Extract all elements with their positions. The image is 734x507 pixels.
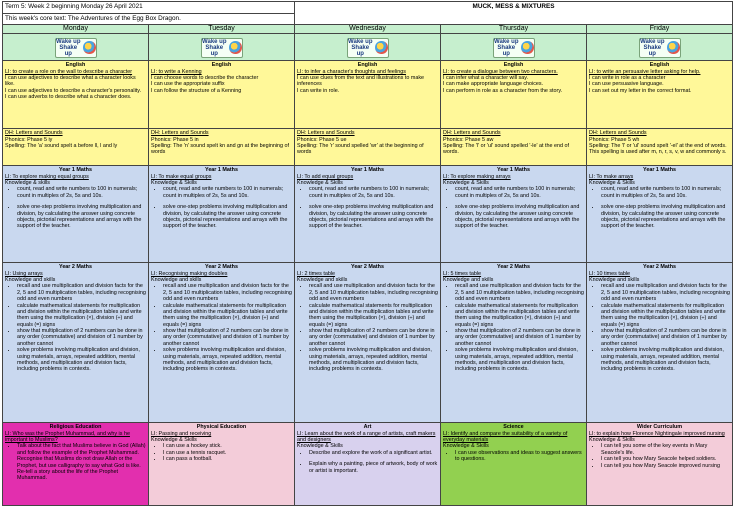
success-criterion: I can use clues from the text and illustrations to make inferences	[297, 75, 425, 88]
skill-item: • Talk about the fact that Muslims believe in God (Allah) and follow the example of the Prophet Muhammad. Recognise that Muslims do not draw Allah or the Prophet, but use calligraphy to say what God is like. Re-tell a story about the life of the Prophet Muhammad.	[17, 443, 146, 481]
skills-list	[455, 186, 584, 229]
skills-list	[163, 283, 292, 372]
skill-item: • recall and use multiplication and division facts for the 2, 5 and 10 multiplication tables, including recognising odd and even numbers	[17, 283, 146, 302]
logo-line2: Shake up	[205, 44, 224, 57]
skill-item: • solve one-step problems involving multiplication and division, by calculating the answer using concrete objects, pictorial representations and arrays with the support of the teacher.	[163, 204, 292, 230]
knowledge-skills-label: Knowledge & Skills	[443, 443, 489, 450]
y2-maths-cell	[3, 263, 149, 423]
success-criterion: I can set out my letter in the correct format.	[589, 87, 692, 94]
success-criterion: I can use the appropriate suffix	[151, 81, 225, 88]
skill-item: • show that multiplication of 2 numbers can be done in any order (commutative) and division of 1 number by another cannot	[163, 328, 292, 347]
logo-cell	[3, 34, 149, 61]
learning-intention: LI: Passing and receiving	[151, 430, 212, 437]
skills-list	[455, 283, 584, 372]
day-friday: Friday	[587, 25, 733, 34]
skill-item: • I can use observations and ideas to suggest answers to questions.	[455, 450, 584, 463]
spelling-focus: Spelling: The 'r' sound spelled 'wr' at the beginning of words	[297, 143, 424, 156]
learning-intention: LI: To make equal groups	[151, 173, 212, 180]
section-heading: English	[211, 62, 232, 69]
success-criterion: I can use persuasive language.	[589, 81, 664, 88]
english-cell	[441, 61, 587, 129]
phonics-cell	[587, 129, 733, 166]
skills-list	[17, 186, 146, 229]
section-heading: Year 1 Maths	[59, 167, 92, 174]
skills-list	[163, 443, 292, 462]
section-heading: Year 2 Maths	[643, 264, 676, 271]
y1-maths-cell	[295, 166, 441, 263]
phonics-title: DH: Letters and Sounds	[151, 130, 209, 137]
wake-up-shake-up-logo	[639, 37, 681, 59]
skill-item: • Explain why a painting, piece of artwork, body of work or artist is important.	[309, 461, 438, 474]
skill-item: • I can pass a football.	[163, 456, 292, 462]
wake-up-shake-up-logo	[55, 37, 97, 59]
learning-intention: LI: To explore making equal groups	[5, 173, 89, 180]
logo-cell	[149, 34, 295, 61]
skills-list	[309, 283, 438, 372]
skills-list	[309, 186, 438, 229]
logo-badge	[639, 38, 681, 58]
skill-item: • show that multiplication of 2 numbers can be done in any order (commutative) and division of 1 number by another cannot	[455, 328, 584, 347]
wake-up-shake-up-logo	[347, 37, 389, 59]
logo-cell	[441, 34, 587, 61]
ball-icon	[83, 41, 95, 54]
phonics-cell	[3, 129, 149, 166]
phonics-title: DH: Letters and Sounds	[297, 130, 355, 137]
spelling-focus: Spelling: The 'n' sound spelt kn and gn at the beginning of words	[151, 143, 290, 156]
learning-intention: LI: To add equal groups	[297, 173, 354, 180]
logo-badge	[55, 38, 97, 58]
section-heading: Year 1 Maths	[643, 167, 676, 174]
skill-item: • I can tell you how Mary Seacole helped soldiers.	[601, 456, 730, 462]
logo-line2: Shake up	[59, 44, 78, 57]
phonics-phase: Phonics: Phase 5 iy	[5, 136, 53, 143]
english-cell	[149, 61, 295, 129]
logo-line2: Shake up	[497, 44, 516, 57]
skills-list	[601, 186, 730, 229]
skill-item: • I can tell you how Mary Seacole improved nursing	[601, 463, 730, 469]
section-heading: English	[357, 62, 378, 69]
learning-intention: LI: to create a dialogue between two characters.	[443, 68, 558, 75]
ball-icon	[229, 41, 241, 54]
learning-intention: LI: Identify and compare the suitability of a variety of everyday materials	[443, 430, 568, 443]
phonics-cell	[441, 129, 587, 166]
subject-heading: Science	[503, 424, 524, 431]
phonics-title: DH: Letters and Sounds	[5, 130, 63, 137]
skill-item: • show that multiplication of 2 numbers can be done in any order (commutative) and division of 1 number by another cannot	[17, 328, 146, 347]
skill-item: • count, read and write numbers to 100 in numerals; count in multiples of 2s, 5s and 10s.	[601, 186, 730, 199]
afternoon-cell	[149, 423, 295, 506]
ball-icon	[667, 41, 679, 54]
section-heading: Year 2 Maths	[351, 264, 384, 271]
learning-intention: LI: 10 times table	[589, 270, 631, 277]
skill-item: • calculate mathematical statements for multiplication and division within the multiplication tables and write them using the multiplication (×), division (÷) and equals (=) signs	[163, 303, 292, 329]
skill-item: • solve one-step problems involving multiplication and division, by calculating the answer using concrete objects, pictorial representations and arrays with the support of the teacher.	[17, 204, 146, 230]
logo-text	[348, 39, 374, 57]
learning-intention: LI: To make arrays	[589, 173, 634, 180]
success-criterion: I can choose words to describe the character	[151, 75, 259, 81]
learning-intention: LI: 2 times table	[297, 270, 336, 277]
logo-line2: Shake up	[643, 44, 662, 57]
knowledge-skills-label: Knowledge and skills	[297, 277, 348, 283]
english-cell	[295, 61, 441, 129]
afternoon-cell	[3, 423, 149, 506]
knowledge-skills-label: Knowledge & skills	[5, 180, 50, 186]
logo-line1: Wake up	[202, 38, 227, 45]
logo-badge	[493, 38, 535, 58]
timetable	[2, 1, 733, 506]
spelling-focus: Spelling: The 'l' or 'ul' sound spelt '-el' at the end of words. This spelling is used after m, n, r, s, v, w and commonly s.	[589, 143, 727, 156]
section-heading: Year 1 Maths	[497, 167, 530, 174]
section-heading: Year 1 Maths	[205, 167, 238, 174]
logo-line1: Wake up	[640, 38, 665, 45]
skill-item: • count, read and write numbers to 100 in numerals; count in multiples of 2s, 5s and 10s.	[17, 186, 146, 199]
logo-line1: Wake up	[56, 38, 81, 45]
y1-maths-cell	[3, 166, 149, 263]
skill-item: • count, read and write numbers to 100 in numerals; count in multiples of 2s, 5s and 10s.	[163, 186, 292, 199]
section-heading: English	[65, 62, 86, 69]
knowledge-skills-label: Knowledge and skills	[5, 277, 56, 283]
success-criterion: I can follow the structure of a Kenning	[151, 87, 242, 94]
learning-intention: LI: to explain how Florence Nightingale improved nursing	[589, 430, 725, 437]
success-criterion: I can write in role as a character	[589, 75, 666, 81]
skills-list	[309, 450, 438, 474]
english-cell	[3, 61, 149, 129]
subject-heading: Physical Education	[196, 424, 247, 431]
phonics-title: DH: Letters and Sounds	[589, 130, 647, 137]
skill-item: • solve one-step problems involving multiplication and division, by calculating the answer using concrete objects, pictorial representations and arrays with the support of the teacher.	[309, 204, 438, 230]
section-heading: Year 2 Maths	[497, 264, 530, 271]
skill-item: • solve one-step problems involving multiplication and division, by calculating the answer using concrete objects, pictorial representations and arrays with the support of the teacher.	[601, 204, 730, 230]
skill-item: • calculate mathematical statements for multiplication and division within the multiplication tables and write them using the multiplication (×), division (÷) and equals (=) signs	[309, 303, 438, 329]
page-title: MUCK, MESS & MIXTURES	[295, 2, 733, 25]
wake-up-shake-up-logo	[493, 37, 535, 59]
skills-list	[17, 283, 146, 372]
afternoon-cell	[441, 423, 587, 506]
core-text: This week's core text: The Adventures of the Egg Box Dragon.	[3, 14, 295, 25]
logo-text	[640, 39, 666, 57]
skills-list	[601, 443, 730, 469]
y1-maths-cell	[149, 166, 295, 263]
y2-maths-cell	[295, 263, 441, 423]
knowledge-skills-label: Knowledge & Skills	[589, 437, 635, 443]
knowledge-skills-label: Knowledge & Skills	[443, 180, 489, 186]
logo-line1: Wake up	[494, 38, 519, 45]
learning-intention: LI: Recognising making doubles	[151, 270, 228, 277]
skill-item: • I can use a tennis racquet.	[163, 450, 292, 456]
knowledge-skills-label: Knowledge & Skills	[151, 437, 197, 443]
learning-intention: LI: 5 times table	[443, 270, 482, 277]
y2-maths-cell	[441, 263, 587, 423]
knowledge-skills-label: Knowledge & Skills	[589, 180, 635, 186]
spelling-focus: Spelling: The 'a' sound spelt a before ll, l and ly	[5, 143, 118, 149]
skill-item: • solve problems involving multiplication and division, using materials, arrays, repeated addition, mental methods, and multiplication and division facts, including problems in contexts.	[163, 347, 292, 373]
success-criterion: I can use adverbs to describe what a character does.	[5, 94, 132, 101]
phonics-title: DH: Letters and Sounds	[443, 130, 501, 137]
skill-item: • recall and use multiplication and division facts for the 2, 5 and 10 multiplication tables, including recognising odd and even numbers	[163, 283, 292, 302]
logo-cell	[587, 34, 733, 61]
y1-maths-cell	[441, 166, 587, 263]
subject-heading: Religious Education	[49, 424, 102, 431]
logo-badge	[347, 38, 389, 58]
knowledge-skills-label: Knowledge and skills	[443, 277, 494, 283]
skill-item: • solve problems involving multiplication and division, using materials, arrays, repeated addition, mental methods, and multiplication and division facts, including problems in contexts.	[17, 347, 146, 373]
ball-icon	[521, 41, 533, 54]
afternoon-cell	[295, 423, 441, 506]
success-criterion: I can infer what a character will say.	[443, 75, 528, 81]
learning-intention: LI: to write a Kenning	[151, 68, 202, 75]
skill-item: • Describe and explore the work of a significant artist.	[309, 450, 438, 456]
y2-maths-cell	[149, 263, 295, 423]
learning-intention: LI: Using arrays	[5, 270, 43, 277]
logo-text	[56, 39, 82, 57]
learning-intention: LI: Who was the Prophet Muhammad, and why is he important to Muslims?	[5, 430, 130, 443]
success-criterion: I can perform in role as a character from the story.	[443, 87, 563, 94]
day-tuesday: Tuesday	[149, 25, 295, 34]
skill-item: • calculate mathematical statements for multiplication and division within the multiplication tables and write them using the multiplication (×), division (÷) and equals (=) signs	[17, 303, 146, 329]
logo-text	[494, 39, 520, 57]
skill-item: • solve one-step problems involving multiplication and division, by calculating the answer using concrete objects, pictorial representations and arrays with the support of the teacher.	[455, 204, 584, 230]
learning-intention: LI: to write an persuasive letter asking for help.	[589, 68, 701, 75]
skill-item: • recall and use multiplication and division facts for the 2, 5 and 10 multiplication tables, including recognising odd and even numbers	[455, 283, 584, 302]
section-heading: English	[649, 62, 670, 69]
y1-maths-cell	[587, 166, 733, 263]
section-heading: Year 2 Maths	[205, 264, 238, 271]
logo-text	[202, 39, 228, 57]
skill-item: • solve problems involving multiplication and division, using materials, arrays, repeated addition, mental methods, and multiplication and division facts, including problems in contexts.	[455, 347, 584, 373]
learning-intention: LI: to infer a character's thoughts and feelings	[297, 68, 406, 75]
knowledge-skills-label: Knowledge and skills	[151, 277, 202, 283]
skill-item: • recall and use multiplication and division facts for the 2, 5 and 10 multiplication tables, including recognising odd and even numbers	[601, 283, 730, 302]
y2-maths-cell	[587, 263, 733, 423]
skill-item: • solve problems involving multiplication and division, using materials, arrays, repeated addition, mental methods, and multiplication and division facts, including problems in contexts.	[601, 347, 730, 373]
skills-list	[601, 283, 730, 372]
wake-up-shake-up-logo	[201, 37, 243, 59]
section-heading: Year 2 Maths	[59, 264, 92, 271]
learning-intention: LI: Learn about the work of a range of artists, craft makers and designers	[297, 430, 436, 443]
phonics-phase: Phonics: Phase 5 in	[151, 136, 199, 143]
logo-cell	[295, 34, 441, 61]
phonics-cell	[149, 129, 295, 166]
term-label: Term 5: Week 2 beginning Monday 26 April 2021	[3, 2, 295, 14]
skills-list	[455, 450, 584, 463]
logo-line2: Shake up	[351, 44, 370, 57]
knowledge-skills-label: Knowledge & Skills	[151, 180, 197, 186]
knowledge-skills-label: Knowledge and skills	[589, 277, 640, 283]
skill-item: • solve problems involving multiplication and division, using materials, arrays, repeated addition, mental methods, and multiplication and division facts, including problems in contexts.	[309, 347, 438, 373]
ball-icon	[375, 41, 387, 54]
skill-item: • show that multiplication of 2 numbers can be done in any order (commutative) and division of 1 number by another cannot	[309, 328, 438, 347]
skills-list	[17, 443, 146, 481]
spelling-focus: Spelling: The 'l' or 'ul' sound spelled '-le' at the end of words.	[443, 143, 569, 156]
day-thursday: Thursday	[441, 25, 587, 34]
skill-item: • I can use a hockey stick.	[163, 443, 292, 449]
success-criterion: I can write in role.	[297, 87, 340, 94]
learning-intention: LI: to create a role on the wall to describe a character	[5, 68, 133, 75]
skill-item: • count, read and write numbers to 100 in numerals; count in multiples of 2s, 5s and 10s.	[455, 186, 584, 199]
day-wednesday: Wednesday	[295, 25, 441, 34]
knowledge-skills-label: Knowledge & Skills	[297, 180, 343, 186]
learning-intention: LI: To explore making arrays	[443, 173, 511, 180]
logo-badge	[201, 38, 243, 58]
skill-item: • count, read and write numbers to 100 in numerals; count in multiples of 2s, 5s and 10s.	[309, 186, 438, 199]
phonics-phase: Phonics: Phase 5 ue	[297, 136, 347, 143]
knowledge-skills-label: Knowledge & Skills	[297, 443, 343, 450]
skills-list	[163, 186, 292, 229]
success-criterion: I can use adjectives to describe a character's personality.	[5, 87, 142, 94]
section-heading: English	[503, 62, 524, 69]
success-criterion: I can make appropriate language choices.	[443, 81, 544, 88]
day-monday: Monday	[3, 25, 149, 34]
skill-item: • I can tell you some of the key events in Mary Seacole's life.	[601, 443, 730, 456]
phonics-phase: Phonics: Phase 5 wh	[589, 136, 640, 143]
logo-line1: Wake up	[348, 38, 373, 45]
success-criterion: I can use adjectives to describe what a character looks like.	[5, 75, 136, 88]
skill-item: • calculate mathematical statements for multiplication and division within the multiplication tables and write them using the multiplication (×), division (÷) and equals (=) signs	[455, 303, 584, 329]
english-cell	[587, 61, 733, 129]
afternoon-cell	[587, 423, 733, 506]
subject-heading: Art	[363, 424, 372, 431]
skill-item: • calculate mathematical statements for multiplication and division within the multiplication tables and write them using the multiplication (×), division (÷) and equals (=) signs	[601, 303, 730, 329]
skill-item: • recall and use multiplication and division facts for the 2, 5 and 10 multiplication tables, including recognising odd and even numbers	[309, 283, 438, 302]
phonics-cell	[295, 129, 441, 166]
section-heading: Year 1 Maths	[351, 167, 384, 174]
skill-item: • show that multiplication of 2 numbers can be done in any order (commutative) and division of 1 number by another cannot	[601, 328, 730, 347]
phonics-phase: Phonics: Phase 5 aw	[443, 136, 494, 143]
subject-heading: Wider Curriculum	[636, 424, 683, 431]
